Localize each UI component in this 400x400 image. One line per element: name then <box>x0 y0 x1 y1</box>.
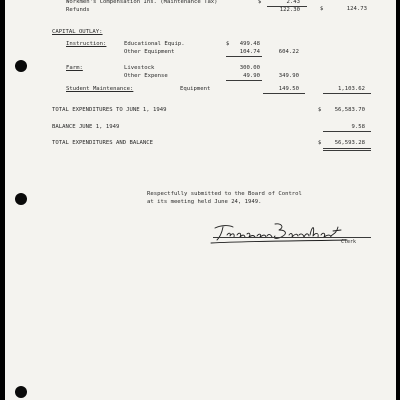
closing-line-1: Respectfully submitted to the Board of Control <box>147 191 302 197</box>
capital-total: 1,103.62 <box>338 86 365 92</box>
refunds-total: 124.73 <box>346 6 367 12</box>
document-page <box>5 0 396 400</box>
closing-line-2: at its meeting held June 24, 1949. <box>147 199 262 205</box>
student-underline <box>263 93 305 94</box>
refunds-label: Refunds <box>66 7 90 13</box>
capital-total-underline <box>323 93 371 94</box>
balance-underline <box>323 131 371 132</box>
refunds-amount: 122.30 <box>279 7 300 13</box>
balance-amount: 9.58 <box>351 124 365 130</box>
total-double-underline <box>323 148 371 151</box>
balance-label: BALANCE JUNE 1, 1949 <box>52 124 120 130</box>
farm-total: 349.90 <box>278 73 299 79</box>
total-and-balance-dollar: $ <box>318 140 322 146</box>
other-equip-amount: 104.74 <box>239 49 260 55</box>
edu-equip-amount: 499.48 <box>239 41 260 47</box>
edu-equip-label: Educational Equip. <box>124 41 185 47</box>
handwritten-signature <box>209 218 349 248</box>
edu-equip-dollar: $ <box>226 41 230 47</box>
binder-hole-top <box>15 60 27 72</box>
other-expense-amount: 49.90 <box>243 73 260 79</box>
binder-hole-bottom <box>15 386 27 398</box>
refunds-underline <box>267 6 307 7</box>
student-amount: 149.50 <box>278 86 299 92</box>
workmens-comp-label: Workmen's Compensation Ins. (Maintenance Tax) <box>66 0 218 5</box>
workmens-comp-dollar: $ <box>258 0 262 5</box>
clerk-title: Clerk <box>341 239 357 245</box>
refunds-total-dollar: $ <box>320 6 324 12</box>
total-and-balance-label: TOTAL EXPENDITURES AND BALANCE <box>52 140 154 146</box>
binder-hole-middle <box>15 193 27 205</box>
total-expenditures-dollar: $ <box>318 107 322 113</box>
total-expenditures-label: TOTAL EXPENDITURES TO JUNE 1, 1949 <box>52 107 167 113</box>
student-maintenance-label: Student Maintenance: <box>66 86 134 92</box>
instruction-label: Instruction: <box>66 41 107 47</box>
other-expense-label: Other Expense <box>124 73 168 79</box>
capital-outlay-heading: CAPITAL OUTLAY: <box>52 29 103 35</box>
instruction-underline <box>226 56 262 57</box>
other-equip-label: Other Equipment <box>124 49 175 55</box>
farm-label: Farm: <box>66 65 83 71</box>
livestock-label: Livestock <box>124 65 155 71</box>
workmens-comp-amount: 2.43 <box>286 0 300 5</box>
livestock-amount: 300.00 <box>239 65 260 71</box>
total-and-balance-amount: 56,593.28 <box>334 140 365 146</box>
student-equipment-label: Equipment <box>180 86 211 92</box>
total-expenditures-amount: 56,583.70 <box>334 107 365 113</box>
instruction-total: 604.22 <box>278 49 299 55</box>
signature-line <box>213 237 371 238</box>
farm-underline <box>226 80 262 81</box>
